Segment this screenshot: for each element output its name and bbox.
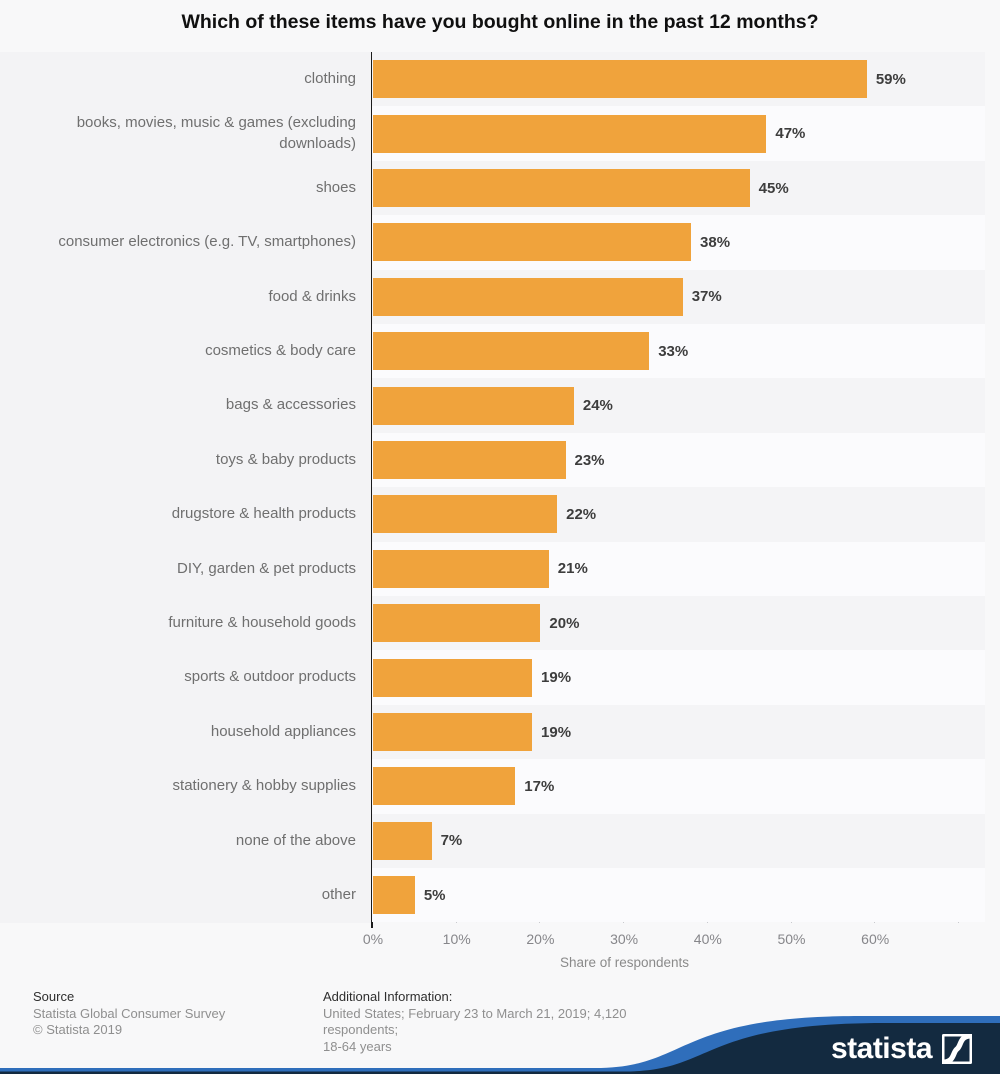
x-axis-title: Share of respondents [559, 955, 690, 970]
bar [373, 60, 867, 98]
category-label: none of the above [235, 831, 356, 849]
bar [373, 223, 691, 261]
x-tick-label: 40% [693, 931, 722, 947]
category-label: DIY, garden & pet products [176, 559, 356, 577]
copyright: © Statista 2019 [33, 1022, 123, 1037]
category-label: books, movies, music & games (excluding downloads) [76, 114, 356, 152]
bar [373, 767, 515, 805]
bar-value-label: 17% [524, 777, 555, 795]
bar [373, 387, 574, 425]
chart-title: Which of these items have you bought online in the past 12 months? [181, 11, 819, 33]
category-label: shoes [315, 178, 356, 196]
source-name: Statista Global Consumer Survey [33, 1005, 226, 1021]
bar [373, 278, 683, 316]
category-label: household appliances [210, 722, 356, 740]
category-label: food & drinks [268, 287, 356, 305]
category-label: sports & outdoor products [184, 668, 356, 686]
bar [373, 604, 540, 642]
additional-info-line-1: United States; February 23 to March 21, 2019; 4,120 respondents; [323, 1005, 627, 1037]
category-label: cosmetics & body care [205, 342, 356, 360]
statista-logo [831, 1031, 972, 1067]
x-tick-label: 0% [362, 931, 384, 947]
bar [373, 550, 549, 588]
source-label: Source [33, 989, 75, 1004]
bar-value-label: 21% [557, 560, 588, 578]
bar [373, 115, 766, 153]
bar [373, 332, 649, 370]
category-label: other [321, 886, 356, 904]
bar-value-label: 59% [875, 70, 906, 88]
bar-value-label: 37% [691, 288, 722, 306]
bar-value-label: 19% [541, 669, 572, 687]
bar-value-label: 47% [775, 125, 806, 143]
bar-value-label: 22% [566, 505, 597, 523]
x-tick-label: 20% [526, 931, 555, 947]
bar [373, 441, 566, 479]
bar-value-label: 45% [758, 179, 789, 197]
bar-value-label: 7% [440, 832, 463, 850]
category-label: bags & accessories [225, 396, 356, 414]
bar-value-label: 20% [549, 614, 580, 632]
additional-info-label: Additional Information: [323, 989, 453, 1004]
bar-value-label: 33% [658, 342, 689, 360]
x-tick-label: 60% [861, 931, 890, 947]
bar [373, 876, 415, 914]
bar-value-label: 24% [582, 397, 613, 415]
row-stripe [372, 814, 985, 868]
x-tick-label: 10% [442, 931, 471, 947]
additional-info-line-2: 18-64 years [323, 1038, 392, 1054]
bar [373, 822, 432, 860]
bar-value-label: 38% [700, 233, 731, 251]
category-label: clothing [304, 70, 356, 88]
bar-value-label: 23% [574, 451, 605, 469]
bar [373, 169, 750, 207]
bar [373, 659, 532, 697]
bar-value-label: 19% [541, 723, 572, 741]
category-label: stationery & hobby supplies [172, 777, 356, 795]
bar [373, 713, 532, 751]
x-tick-label: 30% [610, 931, 639, 947]
bar [373, 495, 557, 533]
x-tick-label: 50% [777, 931, 806, 947]
row-stripe [372, 868, 985, 922]
statista-wordmark: statista [830, 1032, 932, 1065]
category-label: drugstore & health products [171, 505, 356, 523]
bar-value-label: 5% [423, 886, 446, 904]
category-label: consumer electronics (e.g. TV, smartphones) [58, 233, 356, 251]
category-label: toys & baby products [215, 450, 356, 468]
category-label: furniture & household goods [168, 614, 356, 632]
statista-logo-icon [942, 1034, 972, 1064]
